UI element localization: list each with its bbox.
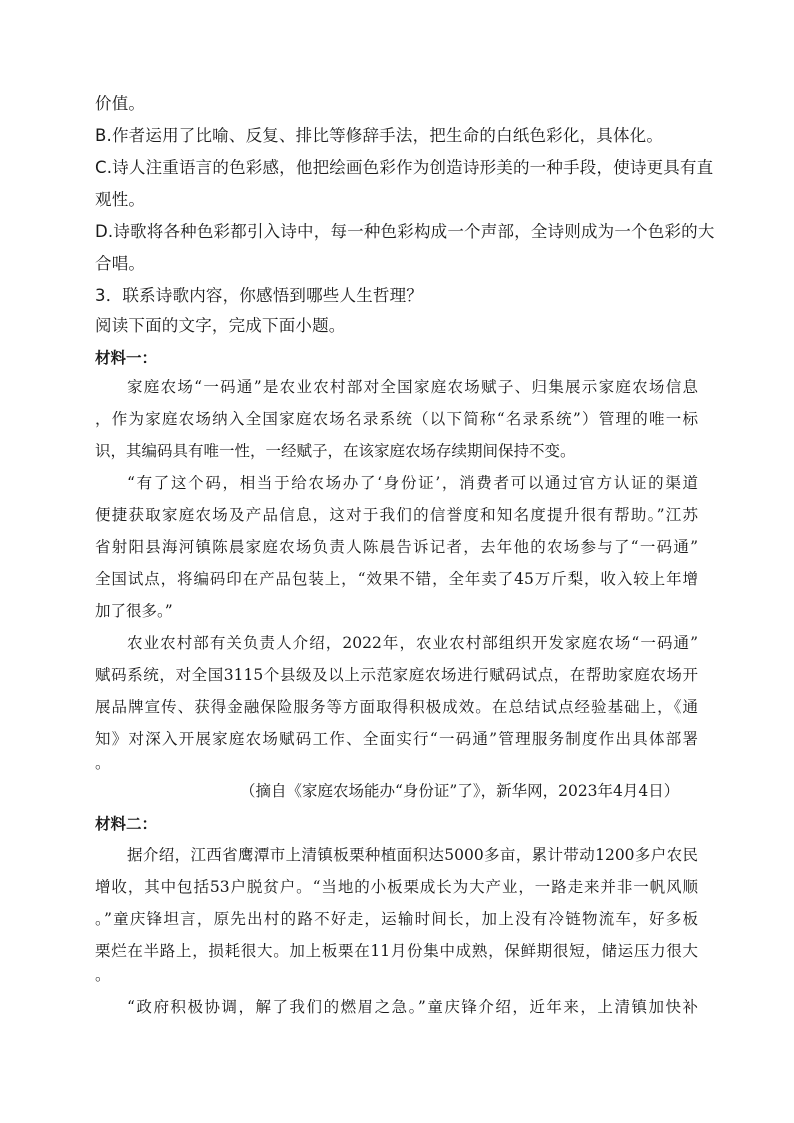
material-2-para2-line: “政府积极协调，解了我们的燃眉之急。”童庆锋介绍，近年来，上清镇加快补 <box>127 998 698 1016</box>
option-d: D.诗歌将各种色彩都引入诗中，每一种色彩构成一个声部，全诗则成为一个色彩的大 <box>95 222 715 241</box>
material-2-para1-line: 增收，其中包括53户脱贫户。“当地的小板栗成长为大产业，一路走来并非一帆风顺 <box>95 878 698 896</box>
material-1-para2-line: 便捷获取家庭农场及产品信息，这对于我们的信誉度和知名度提升很有帮助。”江苏 <box>95 506 698 524</box>
material-2-para1-line: 栗烂在半路上，损耗很大。加上板栗在11月份集中成熟，保鲜期很短，储运压力很大 <box>95 942 698 960</box>
material-2-para1-line: 。”童庆锋坦言，原先出村的路不好走，运输时间长，加上没有冷链物流车，好多板 <box>95 910 698 928</box>
text-line: 价值。 <box>95 94 146 113</box>
option-d-continued: 合唱。 <box>95 254 146 273</box>
option-c-continued: 观性。 <box>95 190 146 209</box>
material-1-para3-line: 赋码系统，对全国3115个县级及以上示范家庭农场进行赋码试点，在帮助家庭农场开 <box>95 666 698 684</box>
reading-instruction: 阅读下面的文字，完成下面小题。 <box>95 316 346 335</box>
material-1-para2-line: 加了很多。” <box>95 602 173 620</box>
option-b: B.作者运用了比喻、反复、排比等修辞手法，把生命的白纸色彩化，具体化。 <box>95 126 664 145</box>
material-1-heading: 材料一： <box>95 348 158 367</box>
question-3: 3．联系诗歌内容，你感悟到哪些人生哲理？ <box>95 286 423 305</box>
material-2-para1-line: 据介绍，江西省鹰潭市上清镇板栗种植面积达5000多亩，累计带动1200多户农民 <box>127 846 698 864</box>
material-1-para1-line: 家庭农场“一码通”是农业农村部对全国家庭农场赋子、归集展示家庭农场信息 <box>127 378 698 396</box>
material-1-para1-line: 识，其编码具有唯一性，一经赋子，在该家庭农场存续期间保持不变。 <box>95 442 576 460</box>
option-c: C.诗人注重语言的色彩感，他把绘画色彩作为创造诗形美的一种手段，使诗更具有直 <box>95 158 714 177</box>
material-1-para2-line: 省射阳县海河镇陈晨家庭农场负责人陈晨告诉记者，去年他的农场参与了“一码通” <box>95 538 698 556</box>
material-1-para2-line: 全国试点，将编码印在产品包装上，“效果不错，全年卖了45万斤梨，收入较上年增 <box>95 570 698 588</box>
material-1-para3-line: 展品牌宣传、获得金融保险服务等方面取得积极成效。在总结试点经验基础上，《通 <box>95 698 698 716</box>
material-1-para2-line: “有了这个码，相当于给农场办了‘身份证’，消费者可以通过官方认证的渠道 <box>127 474 698 492</box>
material-1-para3-line: 。 <box>95 754 111 772</box>
material-1-para3-line: 知》对深入开展家庭农场赋码工作、全面实行“一码通”管理服务制度作出具体部署 <box>95 730 698 748</box>
material-1-para1-line: ，作为家庭农场纳入全国家庭农场名录系统（以下简称“名录系统”）管理的唯一标 <box>95 410 698 428</box>
material-2-para1-line: 。 <box>95 966 111 984</box>
material-1-source: （摘自《家庭农场能办“身份证”了》，新华网，2023年4月4日） <box>240 782 680 800</box>
material-1-para3-line: 农业农村部有关负责人介绍，2022年，农业农村部组织开发家庭农场“一码通” <box>127 634 698 652</box>
material-2-heading: 材料二： <box>95 814 158 833</box>
